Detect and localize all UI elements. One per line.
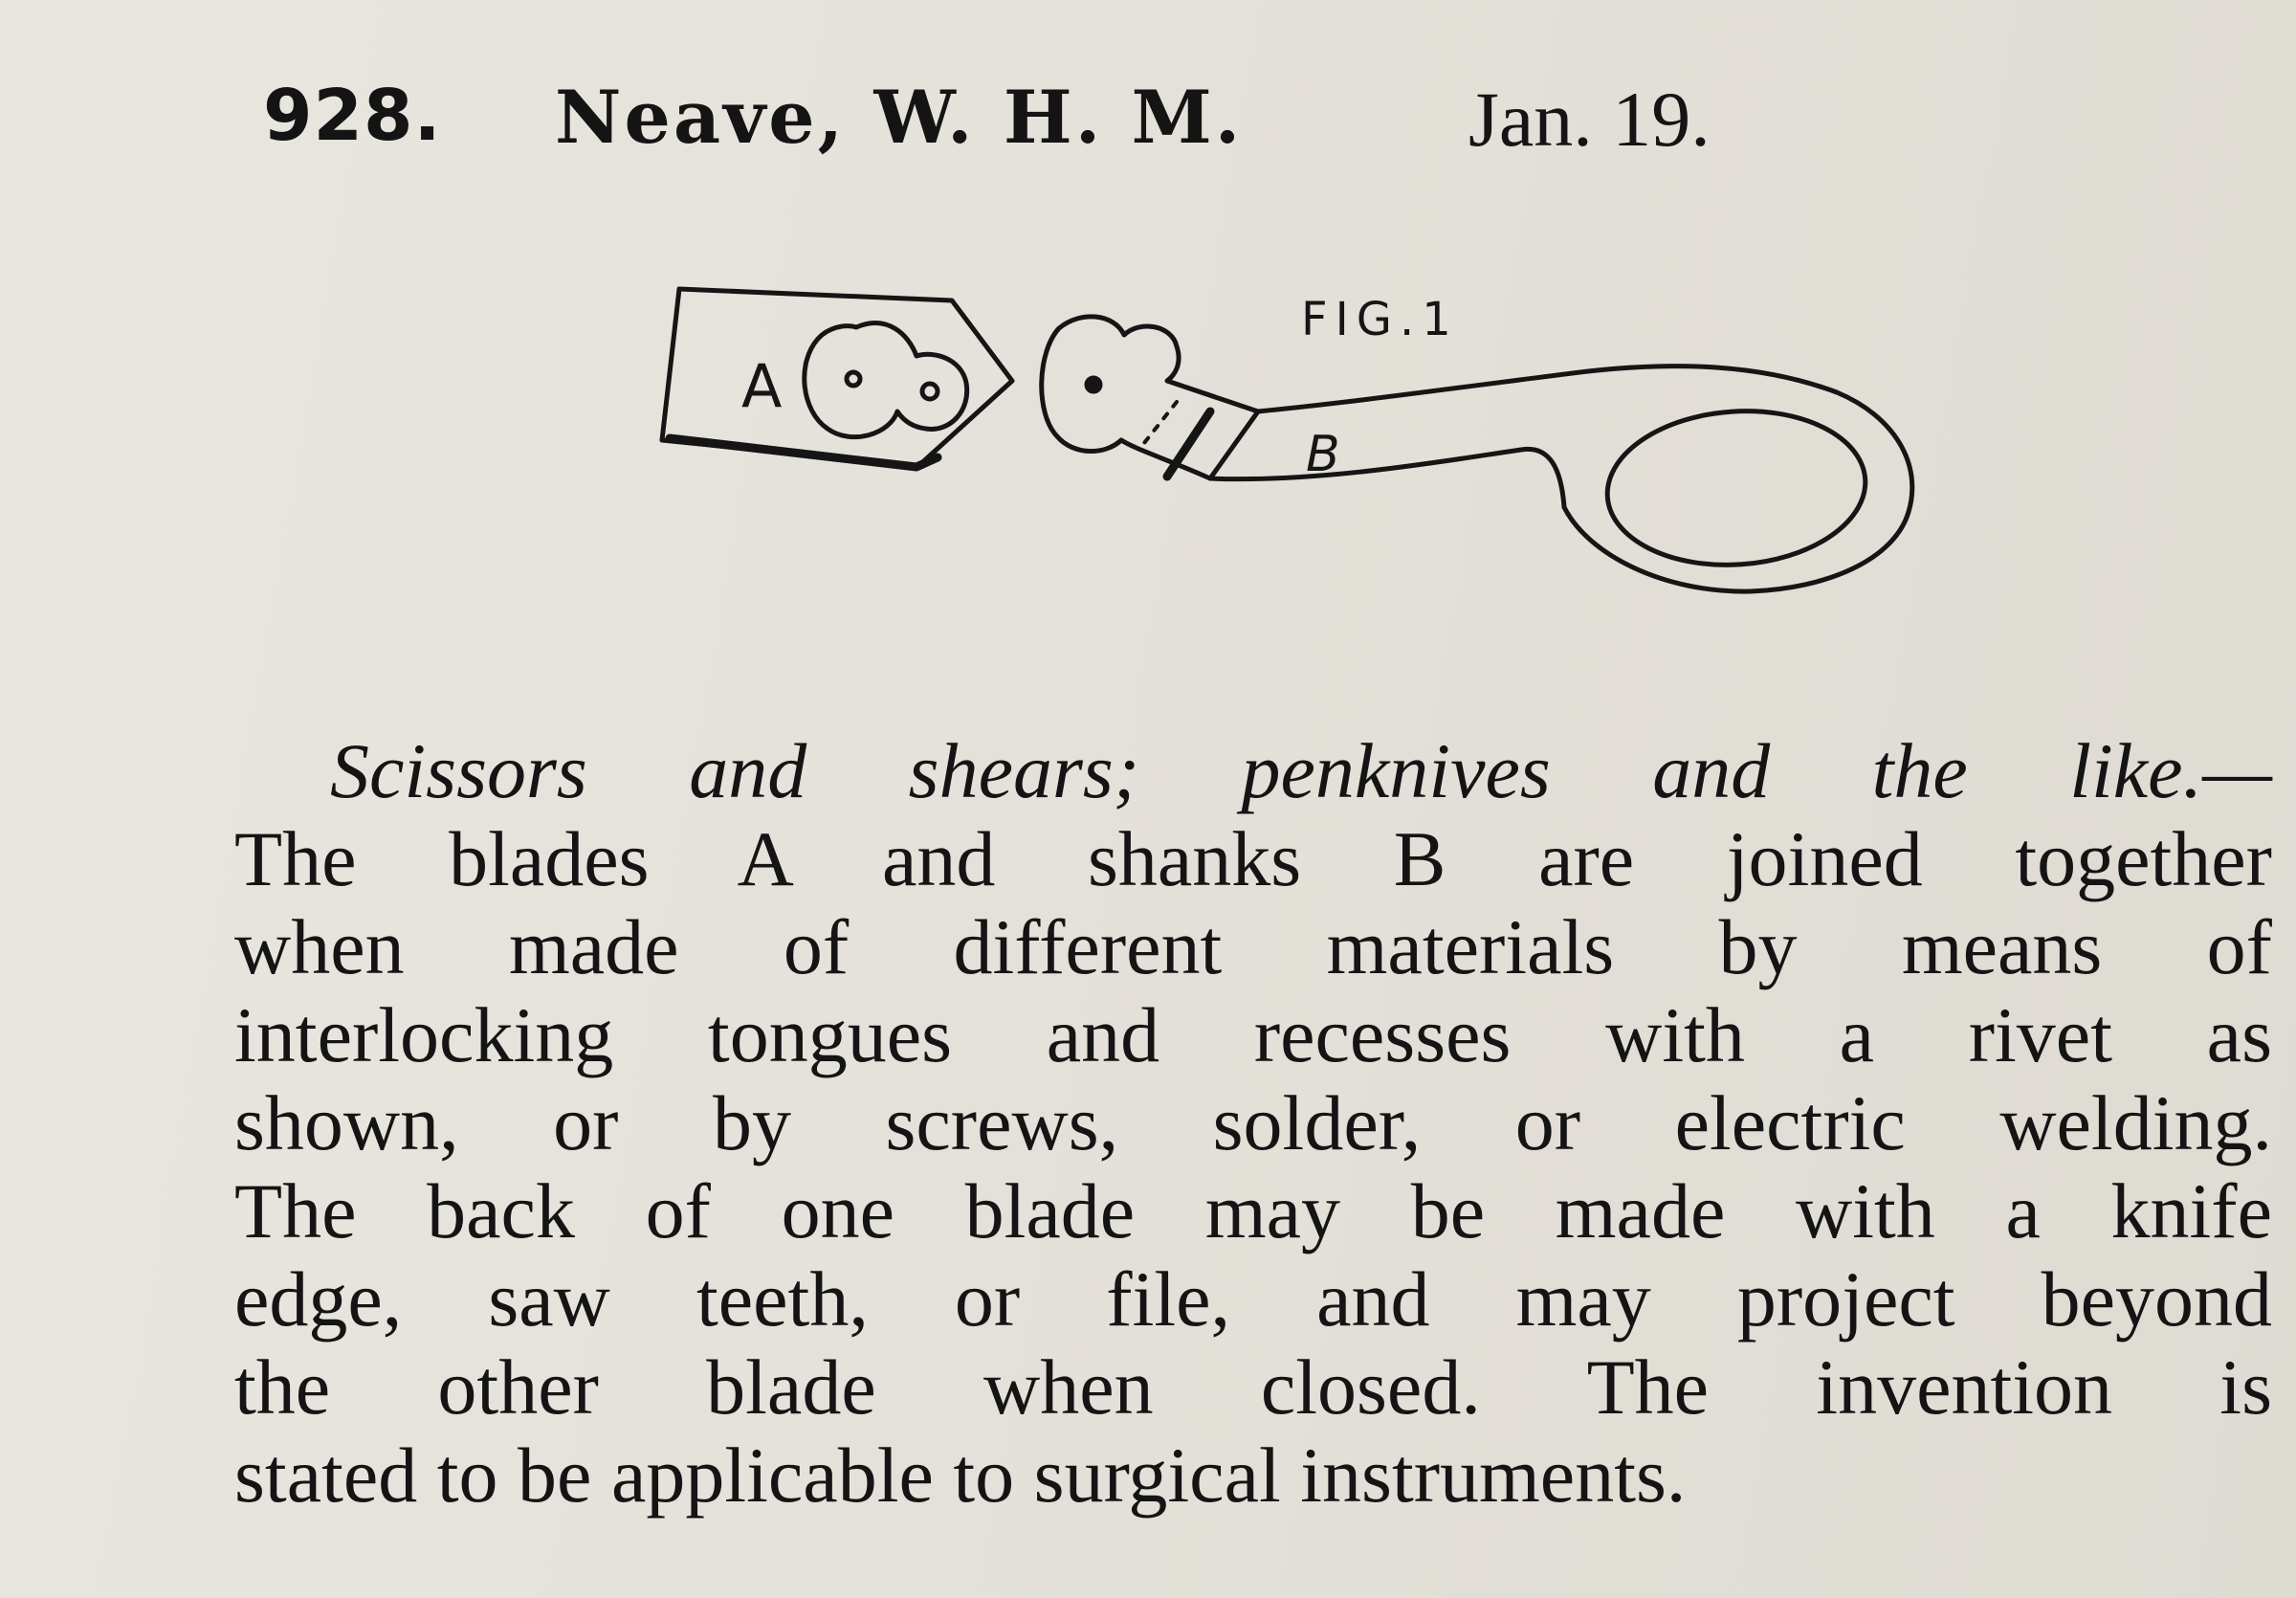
abstract-line: The back of one blade may be made with a knife (234, 1167, 2272, 1254)
shank-upper-edge (1258, 366, 1912, 591)
abstract-text (234, 727, 2272, 1520)
entry-date: Jan. 19. (1468, 76, 1711, 163)
figure-label-a: A (741, 351, 783, 421)
abstract-line: edge, saw teeth, or file, and may project beyond (234, 1255, 2272, 1343)
abstract-line: stated to be applicable to surgical instruments. (234, 1432, 1687, 1519)
blade-a-tongue (805, 323, 967, 437)
figure-caption: FIG.1 (1301, 293, 1459, 346)
blade-a-edge (670, 438, 938, 467)
abstract-line: when made of different materials by means of (234, 903, 2272, 990)
abstract-line: The blades A and shanks B are joined together (234, 815, 2272, 902)
entry-author: Neave, W. H. M. (555, 75, 1244, 160)
entry-heading (263, 75, 1889, 170)
shank-b-tongue (1042, 317, 1258, 478)
abstract-line: shown, or by screws, solder, or electric welding. (234, 1079, 2272, 1166)
finger-ring (1602, 403, 1871, 573)
abstract-line: interlocking tongues and recesses with a rivet as (234, 991, 2272, 1078)
abstract-line: the other blade when closed. The invention is (234, 1343, 2272, 1431)
figure-label-b: B (1306, 426, 1340, 483)
joint-dotted-line (1140, 402, 1177, 448)
abstract-line: Scissors and shears; penknives and the like.— (330, 727, 2272, 814)
patent-figure (631, 268, 1923, 651)
shank-lower-edge (1210, 449, 1564, 507)
scissors-blade-and-shank-drawing (631, 268, 1923, 651)
entry-number: 928. (263, 75, 442, 157)
